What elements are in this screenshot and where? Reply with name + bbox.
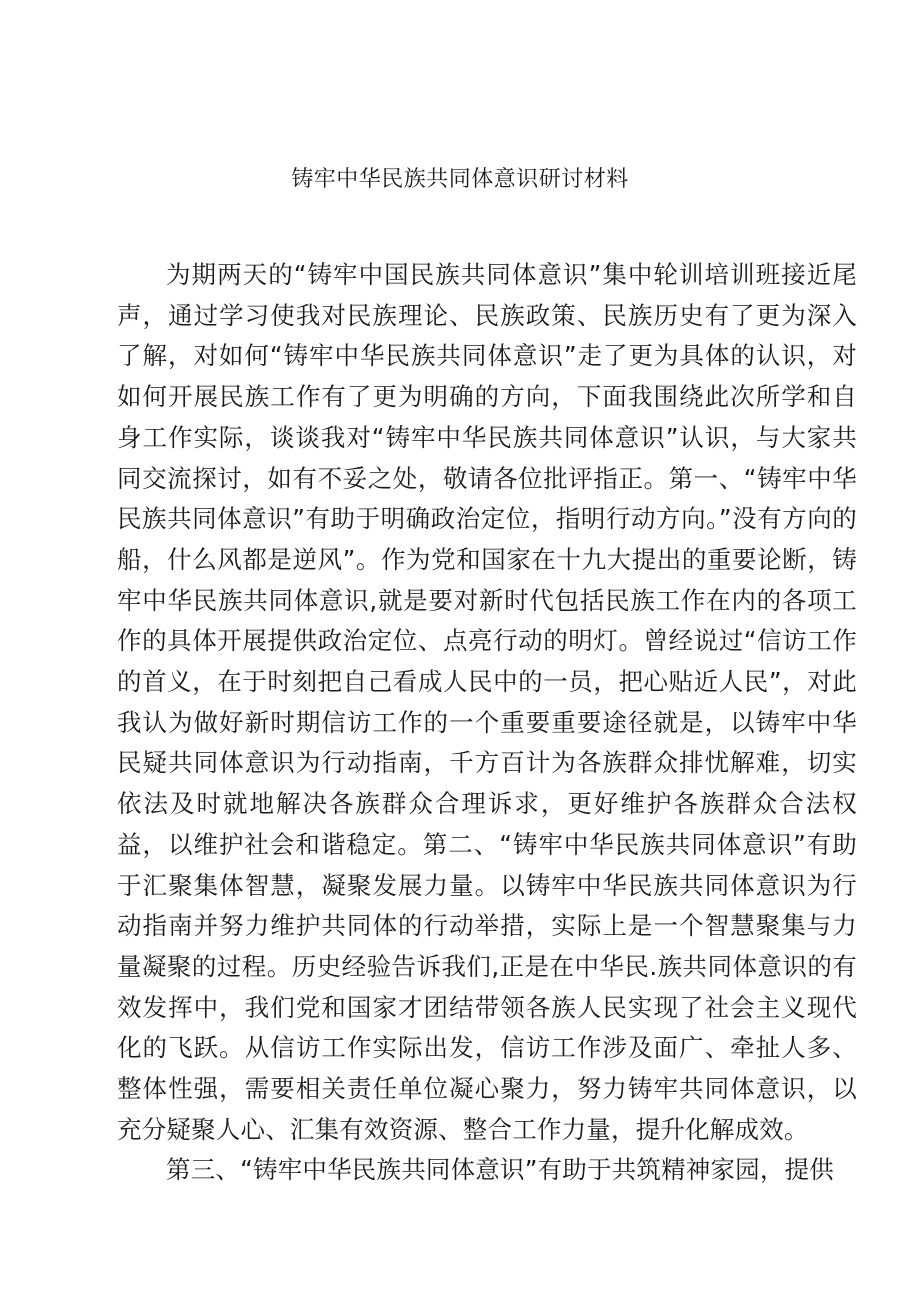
document-body [117, 255, 857, 1191]
document-title: 铸牢中华民族共同体意识研讨材料 [291, 167, 629, 192]
paragraph-2: 第三、“铸牢中华民族共同体意识”有助于共筑精神家园，提供 [166, 1155, 834, 1185]
paragraph-1: 为期两天的“铸牢中国民族共同体意识”集中轮训培训班接近尾声，通过学习使我对民族理论、民族政策、民族历史有了更为深入了解，对如何“铸牢中华民族共同体意识”走了更为具体的认识，对如何开展民族工作有了更为明确的方向，下面我围绕此次所学和自身工作实际，谈谈我对“铸牢中华民族共同体意识”认识，与大家共同交流探讨，如有不妥之处，敬请各位批评指正。第一、“铸牢中华民族共同体意识”有助于明确政治定位，指明行动方向。”没有方向的船，什么风都是逆风”。作为党和国家在十九大提出的重要论断，铸牢中华民族共同体意识,就是要对新时代包括民族工作在内的各项工作的具体开展提供政治定位、点亮行动的明灯。曾经说过“信访工作的首义，在于时刻把自己看成人民中的一员，把心贴近人民”，对此我认为做好新时期信访工作的一个重要重要途径就是，以铸牢中华民疑共同体意识为行动指南，千方百计为各族群众排忧解难，切实依法及时就地解决各族群众合理诉求，更好维护各族群众合法权益，以维护社会和谐稳定。第二、“铸牢中华民族共同体意识”有助于汇聚集体智慧，凝聚发展力量。以铸牢中华民族共同体意识为行动指南并努力维护共同体的行动举措，实际上是一个智慧聚集与力量凝聚的过程。历史经验告诉我们,正是在中华民.族共同体意识的有效发挥中，我们党和国家才团结带领各族人民实现了社会主义现代化的飞跃。从信访工作实际出发，信访工作涉及面广、牵扯人多、整体性强，需要相关责任单位凝心聚力，努力铸牢共同体意识，以充分疑聚人心、汇集有效资源、整合工作力量，提升化解成效。 [117, 260, 857, 1144]
